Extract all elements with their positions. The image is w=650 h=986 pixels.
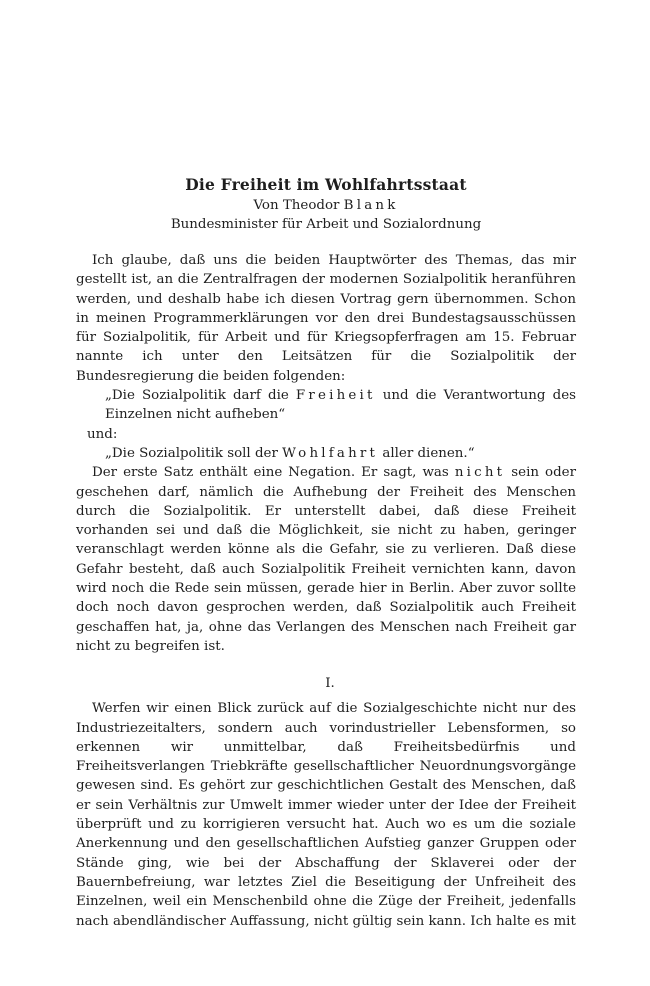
article-title: Die Freiheit im Wohlfahrtsstaat: [185, 175, 467, 194]
quote-2-end: aller dienen.“: [378, 445, 475, 461]
quote-2-start: „Die Sozialpolitik soll der: [105, 445, 283, 461]
document-page: [76, 174, 576, 931]
paragraph-2-start: Der erste Satz enthält eine Negation. Er sagt, was: [92, 465, 455, 481]
byline-prefix: Von Theodor: [253, 198, 344, 213]
paragraph-2-emphasis: nicht: [454, 465, 506, 481]
quote-1-emphasis: Freiheit: [295, 388, 376, 404]
paragraph-2-rest: sein oder geschehen darf, nämlich die Aufhebung der Freiheit des Menschen durch die Sozialpolitik. Er unterstellt dabei, daß diese Freiheit vorhanden sei und daß die Möglichkeit, sie nicht zu haben, geringer veranschlagt werden könne als die Gefahr, sie zu verlieren. Daß diese Gefahr besteht, daß auch Sozialpolitik Freiheit vernichten kann, davon wird noch die Rede sein müssen, gerade hier in Berlin. Aber zuvor sollte doch noch davon gesprochen werden, daß Sozialpolitik auch Freiheit geschaffen hat, ja, ohne das Verlangen des Menschen nach Freiheit gar nicht zu begreifen ist.: [76, 465, 576, 654]
intro-paragraph-2: [76, 463, 576, 656]
quote-1-start: „Die Sozialpolitik darf die: [105, 388, 296, 404]
quote-1-end: und die Verantwortung des Einzelnen nicht aufheben“: [105, 388, 576, 423]
quote-2-emphasis: Wohlfahrt: [282, 445, 379, 461]
article-byline: [76, 196, 576, 215]
section-heading-1: I.: [325, 676, 335, 692]
section-1-paragraph-1: Werfen wir einen Blick zurück auf die Sozialgeschichte nicht nur des Industriezeitalters, sondern auch vorindustrieller Lebensformen, so erkennen wir unmittelbar, daß Freiheitsbedürfnis und Freiheitsverlangen Triebkräfte gesellschaftlicher Neuordnungsvorgänge gewesen sind. Es gehört zur geschichtlichen Gestalt des Menschen, daß er sein Verhältnis zur Umwelt immer wieder unter der Idee der Freiheit überprüft und zu korrigieren versucht hat. Auch wo es um die soziale Anerkennung und den gesellschaftlichen Aufstieg ganzer Gruppen oder Stände ging, wie bei der Abschaffung der Sklaverei oder der Bauernbefreiung, war letztes Ziel die Beseitigung der Unfreiheit des Einzelnen, weil ein Menschenbild ohne die Züge der Freiheit, jedenfalls nach abendländischer Auffassung, nicht gültig sein kann. Ich halte es mit: [76, 701, 576, 929]
conjunction-und: und:: [87, 426, 118, 442]
author-surname: Blank: [343, 198, 399, 213]
quote-wohlfahrt: [105, 444, 576, 463]
author-affiliation: Bundesminister für Arbeit und Sozialordnung: [170, 217, 482, 232]
intro-paragraph-1: Ich glaube, daß uns die beiden Hauptwörter des Themas, das mir gestellt ist, an die Zentralfragen der modernen Sozialpolitik heranführen werden, und deshalb habe ich diesen Vortrag gern übernommen. Schon in meinen Programmerklärungen vor den drei Bundestagsausschüssen für Sozialpolitik, für Arbeit und für Kriegsopferfragen am 15. Februar nannte ich unter den Leitsätzen für die Sozialpolitik der Bundesregierung die beiden folgenden:: [76, 253, 576, 384]
quote-freiheit: [105, 386, 576, 425]
